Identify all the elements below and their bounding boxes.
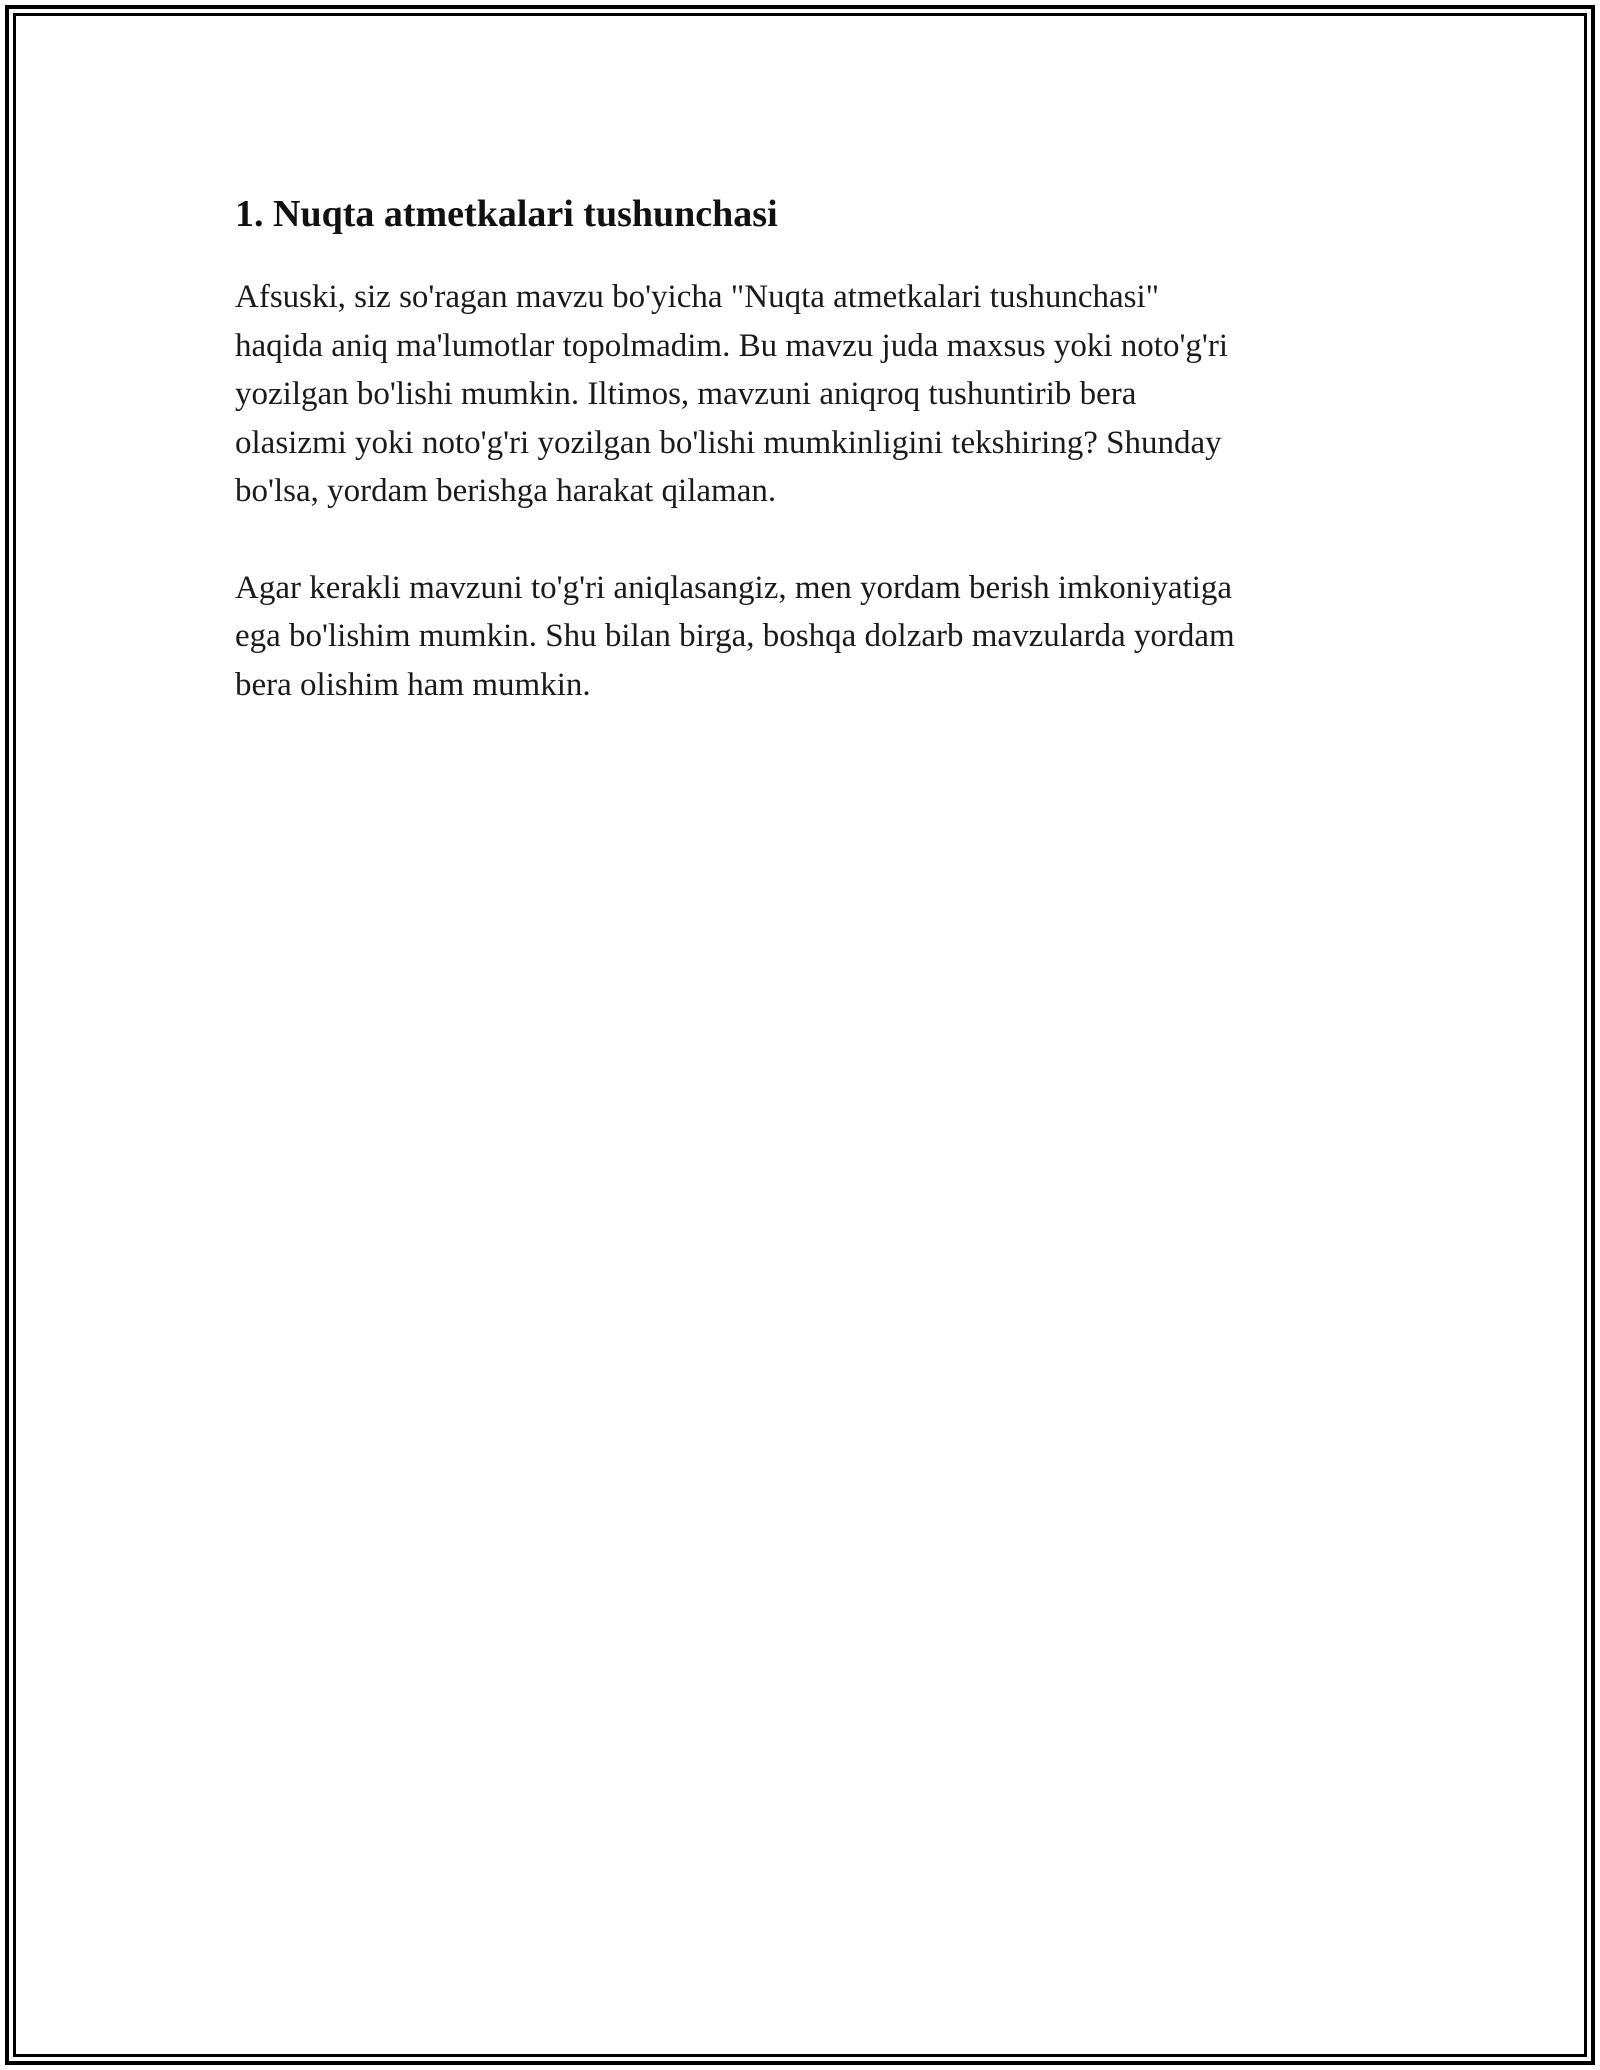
- paragraph-1-line: haqida aniq ma'lumotlar topolmadim. Bu mavzu juda maxsus yoki noto'g'ri: [235, 327, 1229, 364]
- paragraph-1-line: Afsuski, siz so'ragan mavzu bo'yicha "Nuqta atmetkalari tushunchasi": [235, 279, 1160, 315]
- paragraph-2-line: Agar kerakli mavzuni to'g'ri aniqlasangiz, men yordam berish imkoniyatiga: [235, 569, 1233, 606]
- paragraph-2-line: ega bo'lishim mumkin. Shu bilan birga, boshqa dolzarb mavzularda yordam: [235, 618, 1235, 654]
- document-body: [235, 185, 1375, 757]
- section-heading: 1. Nuqta atmetkalari tushunchasi: [235, 193, 778, 235]
- paragraph-1-line: bo'lsa, yordam berishga harakat qilaman.: [235, 473, 777, 509]
- paragraph-2: [235, 564, 1375, 710]
- paragraph-1: [235, 273, 1375, 516]
- paragraph-1-line: olasizmi yoki noto'g'ri yozilgan bo'lishi mumkinligini tekshiring? Shunday: [235, 424, 1222, 461]
- paragraph-1-line: yozilgan bo'lishi mumkin. Iltimos, mavzuni aniqroq tushuntirib bera: [235, 376, 1137, 412]
- paragraph-2-line: bera olishim ham mumkin.: [235, 666, 591, 703]
